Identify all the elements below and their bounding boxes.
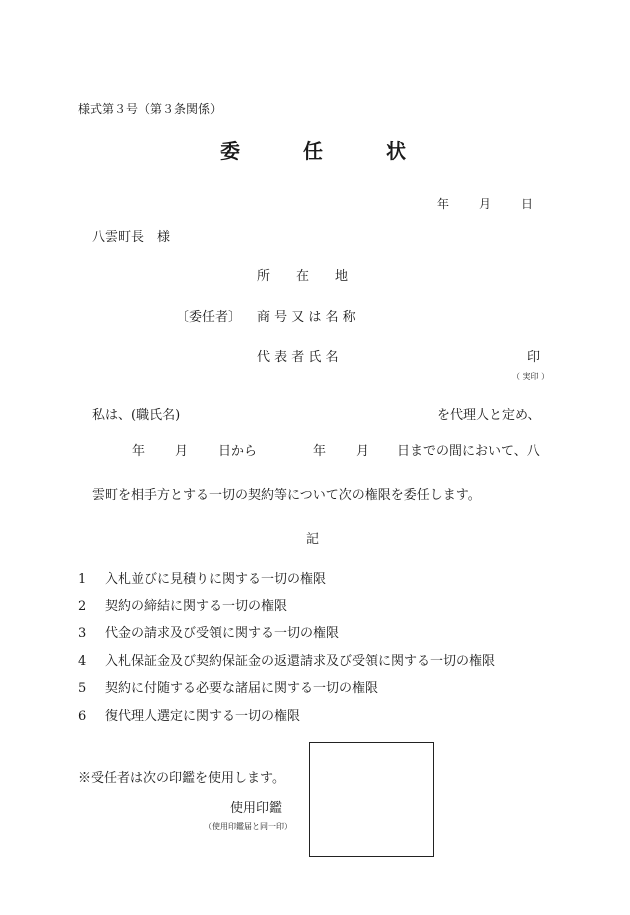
- list-item: [78, 600, 287, 613]
- body-day-until: 日までの間において、八: [397, 444, 540, 459]
- item-text: 契約に付随する必要な諸届に関する一切の権限: [105, 681, 379, 696]
- used-seal-label: 使用印鑑: [230, 801, 283, 816]
- body-line1-start: 私は、(職氏名): [92, 408, 181, 423]
- body-year2: 年: [313, 444, 327, 459]
- form-number: 様式第３号（第３条関係）: [78, 102, 223, 116]
- seal-impression-box[interactable]: [309, 742, 434, 857]
- representative-label: 代 表 者 氏 名: [257, 350, 339, 365]
- used-seal-note: （使用印鑑届と同一印）: [204, 822, 292, 831]
- item-text: 代金の請求及び受領に関する一切の権限: [105, 626, 340, 641]
- list-item: [78, 627, 339, 640]
- seal-note: （ 実印 ）: [512, 372, 550, 381]
- item-number: 3: [78, 626, 87, 641]
- item-number: 1: [78, 572, 87, 587]
- list-item: [78, 710, 300, 723]
- date-day: 日: [521, 197, 534, 211]
- list-item: [78, 682, 378, 695]
- date-year: 年: [437, 197, 450, 211]
- address-label: 所 在 地: [257, 269, 349, 284]
- body-year1: 年: [132, 444, 146, 459]
- seal-mark: 印: [527, 350, 541, 365]
- body-month1: 月: [175, 444, 189, 459]
- item-number: 4: [78, 654, 87, 669]
- title-char-1: 委: [220, 139, 240, 163]
- item-number: 5: [78, 681, 87, 696]
- delegator-label: 〔委任者〕: [176, 310, 242, 325]
- ki-heading: 記: [306, 532, 320, 547]
- item-text: 入札並びに見積りに関する一切の権限: [105, 572, 327, 587]
- list-item: [78, 655, 495, 668]
- addressee: 八雲町長 様: [92, 230, 171, 245]
- seal-usage-note: ※受任者は次の印鑑を使用します。: [78, 771, 285, 786]
- item-text: 入札保証金及び契約保証金の返還請求及び受領に関する一切の権限: [105, 654, 496, 669]
- item-number: 6: [78, 709, 87, 724]
- body-line3: 雲町を相手方とする一切の契約等について次の権限を委任します。: [92, 488, 481, 503]
- title-char-3: 状: [386, 139, 406, 163]
- body-month2: 月: [356, 444, 370, 459]
- item-number: 2: [78, 599, 87, 614]
- body-line1-end: を代理人と定め、: [437, 408, 541, 423]
- title-char-2: 任: [303, 139, 323, 163]
- item-text: 復代理人選定に関する一切の権限: [105, 709, 301, 724]
- date-month: 月: [479, 197, 492, 211]
- trade-name-label: 商 号 又 は 名 称: [257, 310, 356, 325]
- item-text: 契約の締結に関する一切の権限: [105, 599, 288, 614]
- body-day-from: 日から: [218, 444, 258, 459]
- list-item: [78, 573, 326, 586]
